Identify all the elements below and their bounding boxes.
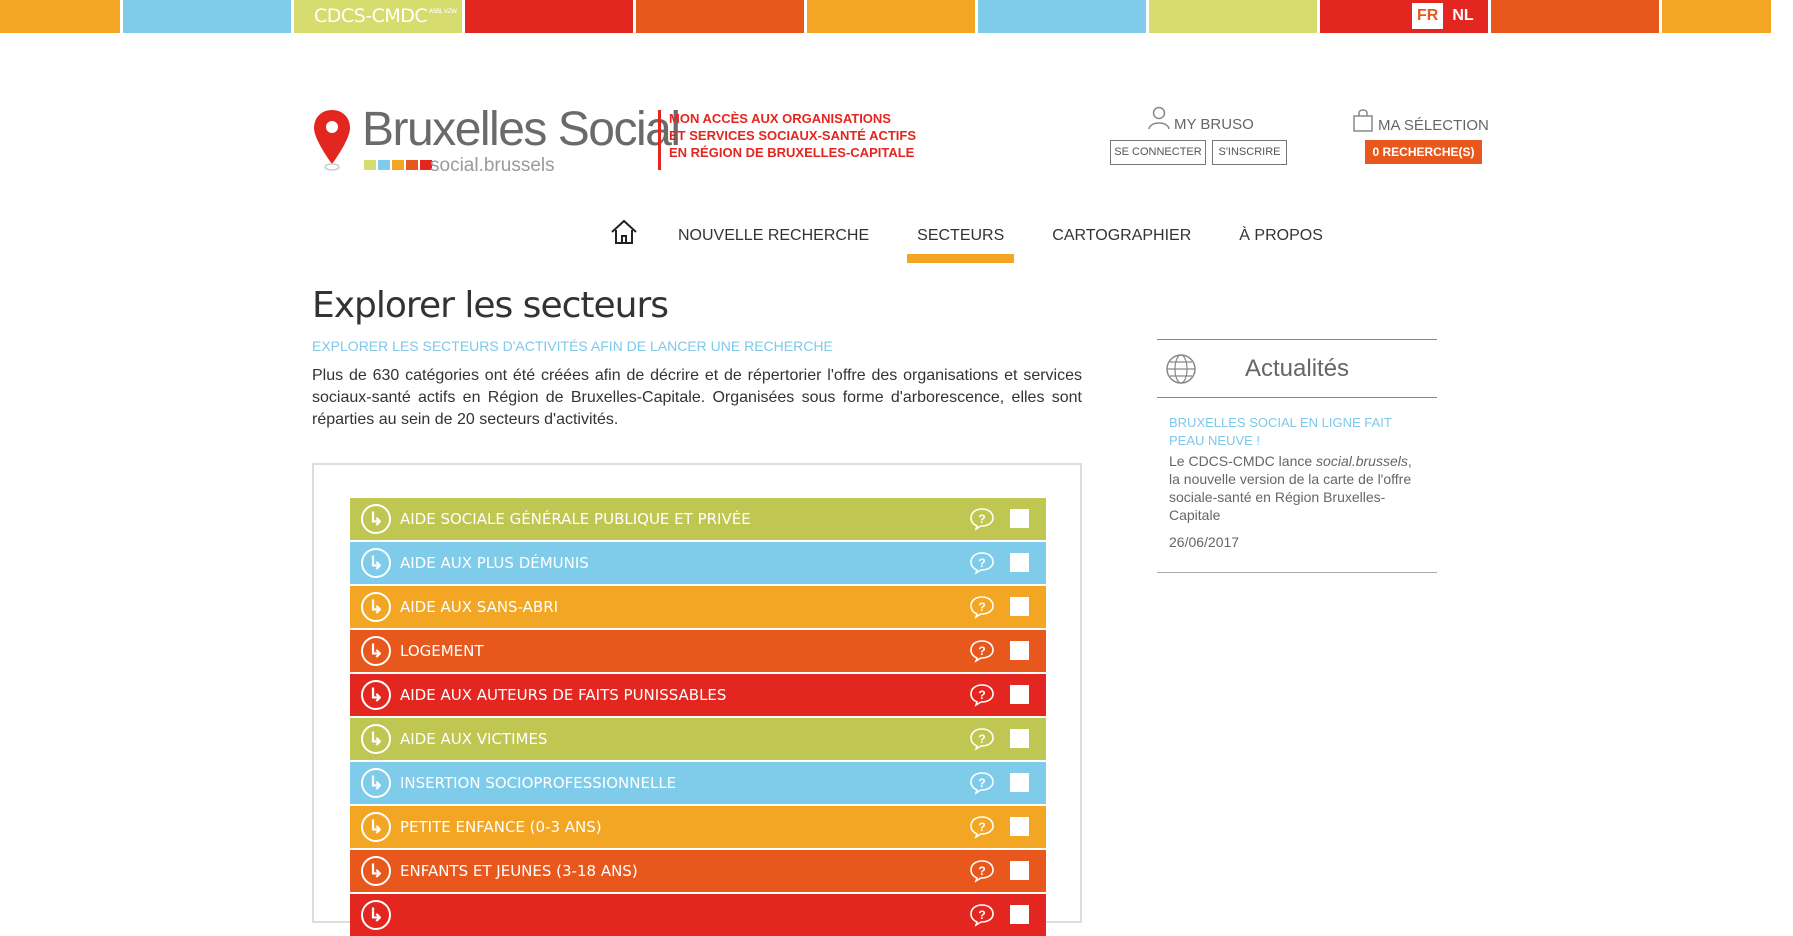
shopping-bag-icon [1352,108,1374,132]
strip-cell [0,0,120,33]
help-icon[interactable] [970,860,994,882]
svg-text:?: ? [978,776,986,790]
svg-text:?: ? [978,820,986,834]
sector-checkbox[interactable] [1010,553,1029,572]
help-icon[interactable] [970,552,994,574]
help-icon[interactable] [970,684,994,706]
help-icon[interactable] [970,904,994,926]
sector-name: INSERTION SOCIOPROFESSIONNELLE [400,774,677,792]
sector-name: AIDE AUX AUTEURS DE FAITS PUNISSABLES [400,686,727,704]
sector-name: AIDE SOCIALE GÉNÉRALE PUBLIQUE ET PRIVÉE [400,510,751,528]
sector-row[interactable] [350,498,1046,540]
nav-sectors[interactable]: SECTEURS [907,217,1014,263]
news-divider [1157,572,1437,573]
news-item-body: Le CDCS-CMDC lance social.brussels, la nouvelle version de la carte de l'offre sociale-santé en Région Bruxelles-Capitale [1169,453,1412,523]
cdcs-logo-link[interactable] [294,0,462,33]
sector-row[interactable] [350,850,1046,892]
tagline-line: ET SERVICES SOCIAUX-SANTÉ ACTIFS [669,128,917,143]
expand-arrow-icon[interactable]: ↳ [361,680,391,710]
expand-arrow-icon[interactable]: ↳ [361,504,391,534]
cdcs-brand: CDCS-CMDC [314,5,428,27]
strip-cell [1320,0,1488,33]
sector-checkbox[interactable] [1010,905,1029,924]
svg-text:?: ? [978,864,986,878]
svg-text:?: ? [978,908,986,922]
main-nav [610,217,1361,263]
logo-subtitle: social.brussels [430,155,555,176]
map-pin-icon [312,108,352,172]
sector-row[interactable] [350,674,1046,716]
strip-cell [123,0,291,33]
news-item-title[interactable]: BRUXELLES SOCIAL EN LIGNE FAIT PEAU NEUVE ! [1169,415,1392,448]
strip-cell [807,0,975,33]
sector-checkbox[interactable] [1010,597,1029,616]
sector-row[interactable] [350,630,1046,672]
login-button[interactable]: SE CONNECTER [1110,140,1206,165]
help-icon[interactable] [970,596,994,618]
logo-title: Bruxelles Social [362,103,680,156]
selection-label[interactable]: MA SÉLECTION [1378,117,1489,134]
tagline-line: EN RÉGION DE BRUXELLES-CAPITALE [669,145,915,160]
sector-row[interactable] [350,542,1046,584]
strip-cell [636,0,804,33]
sector-name: LOGEMENT [400,642,484,660]
sector-checkbox[interactable] [1010,861,1029,880]
cdcs-brand-small: ASBL VZW [429,8,457,15]
sectors-panel [312,463,1082,923]
svg-text:?: ? [978,732,986,746]
expand-arrow-icon[interactable]: ↳ [361,900,391,930]
svg-text:?: ? [978,512,986,526]
sector-name: AIDE AUX PLUS DÉMUNIS [400,554,589,572]
sector-checkbox[interactable] [1010,729,1029,748]
top-color-strip [0,0,1793,33]
logo-color-squares [364,160,432,170]
sector-name: AIDE AUX VICTIMES [400,730,548,748]
expand-arrow-icon[interactable]: ↳ [361,592,391,622]
news-heading: Actualités [1245,355,1350,382]
tagline-line: MON ACCÈS AUX ORGANISATIONS [669,111,891,126]
help-icon[interactable] [970,508,994,530]
nav-new-search[interactable]: NOUVELLE RECHERCHE [678,227,870,244]
nav-map[interactable]: CARTOGRAPHIER [1052,227,1192,244]
help-icon[interactable] [970,772,994,794]
news-sidebar [1157,339,1437,573]
expand-arrow-icon[interactable]: ↳ [361,548,391,578]
help-icon[interactable] [970,728,994,750]
intro-text: Plus de 630 catégories ont été créées afin de décrire et de répertorier l'offre des organisations et services sociaux-santé actifs en Région de Bruxelles-Capitale. Organisées sous forme d'arborescence, elles sont réparties au sein de 20 secteurs d'activités. [312,367,1082,428]
help-icon[interactable] [970,640,994,662]
lang-nl-button[interactable]: NL [1452,7,1474,24]
help-icon[interactable] [970,816,994,838]
svg-text:?: ? [978,556,986,570]
home-icon[interactable] [610,219,638,245]
lang-fr-button[interactable]: FR [1412,3,1443,29]
strip-cell [1662,0,1771,33]
site-tagline [658,110,916,170]
expand-arrow-icon[interactable]: ↳ [361,856,391,886]
news-item-date: 26/06/2017 [1169,534,1240,550]
svg-text:?: ? [978,600,986,614]
sector-name: AIDE AUX SANS-ABRI [400,598,559,616]
sector-name: PETITE ENFANCE (0-3 ANS) [400,818,602,836]
svg-text:?: ? [978,644,986,658]
strip-cell [1149,0,1317,33]
site-logo[interactable] [312,103,680,176]
sector-checkbox[interactable] [1010,685,1029,704]
register-button[interactable]: S'INSCRIRE [1212,140,1287,165]
globe-icon [1165,353,1197,385]
sector-checkbox[interactable] [1010,817,1029,836]
selection-count-button[interactable]: 0 RECHERCHE(S) [1365,140,1482,164]
sector-row[interactable] [350,806,1046,848]
sector-row[interactable] [350,762,1046,804]
page-subtitle: EXPLORER LES SECTEURS D'ACTIVITÉS AFIN DE LANCER UNE RECHERCHE [312,338,833,354]
strip-cell [978,0,1146,33]
language-switcher [1412,3,1479,29]
sector-row[interactable] [350,718,1046,760]
sector-row[interactable] [350,894,1046,936]
page-title: Explorer les secteurs [312,285,669,326]
sector-checkbox[interactable] [1010,773,1029,792]
expand-arrow-icon[interactable]: ↳ [361,636,391,666]
strip-cell [465,0,633,33]
nav-about[interactable]: À PROPOS [1239,227,1323,244]
svg-text:?: ? [978,688,986,702]
user-icon [1148,106,1170,130]
expand-arrow-icon[interactable]: ↳ [361,812,391,842]
sector-row[interactable] [350,586,1046,628]
sector-checkbox[interactable] [1010,509,1029,528]
strip-cell [1491,0,1659,33]
sector-checkbox[interactable] [1010,641,1029,660]
mybruso-label[interactable]: MY BRUSO [1174,116,1254,133]
expand-arrow-icon[interactable]: ↳ [361,768,391,798]
expand-arrow-icon[interactable]: ↳ [361,724,391,754]
news-header [1157,339,1437,398]
sector-name: ENFANTS ET JEUNES (3-18 ANS) [400,862,638,880]
